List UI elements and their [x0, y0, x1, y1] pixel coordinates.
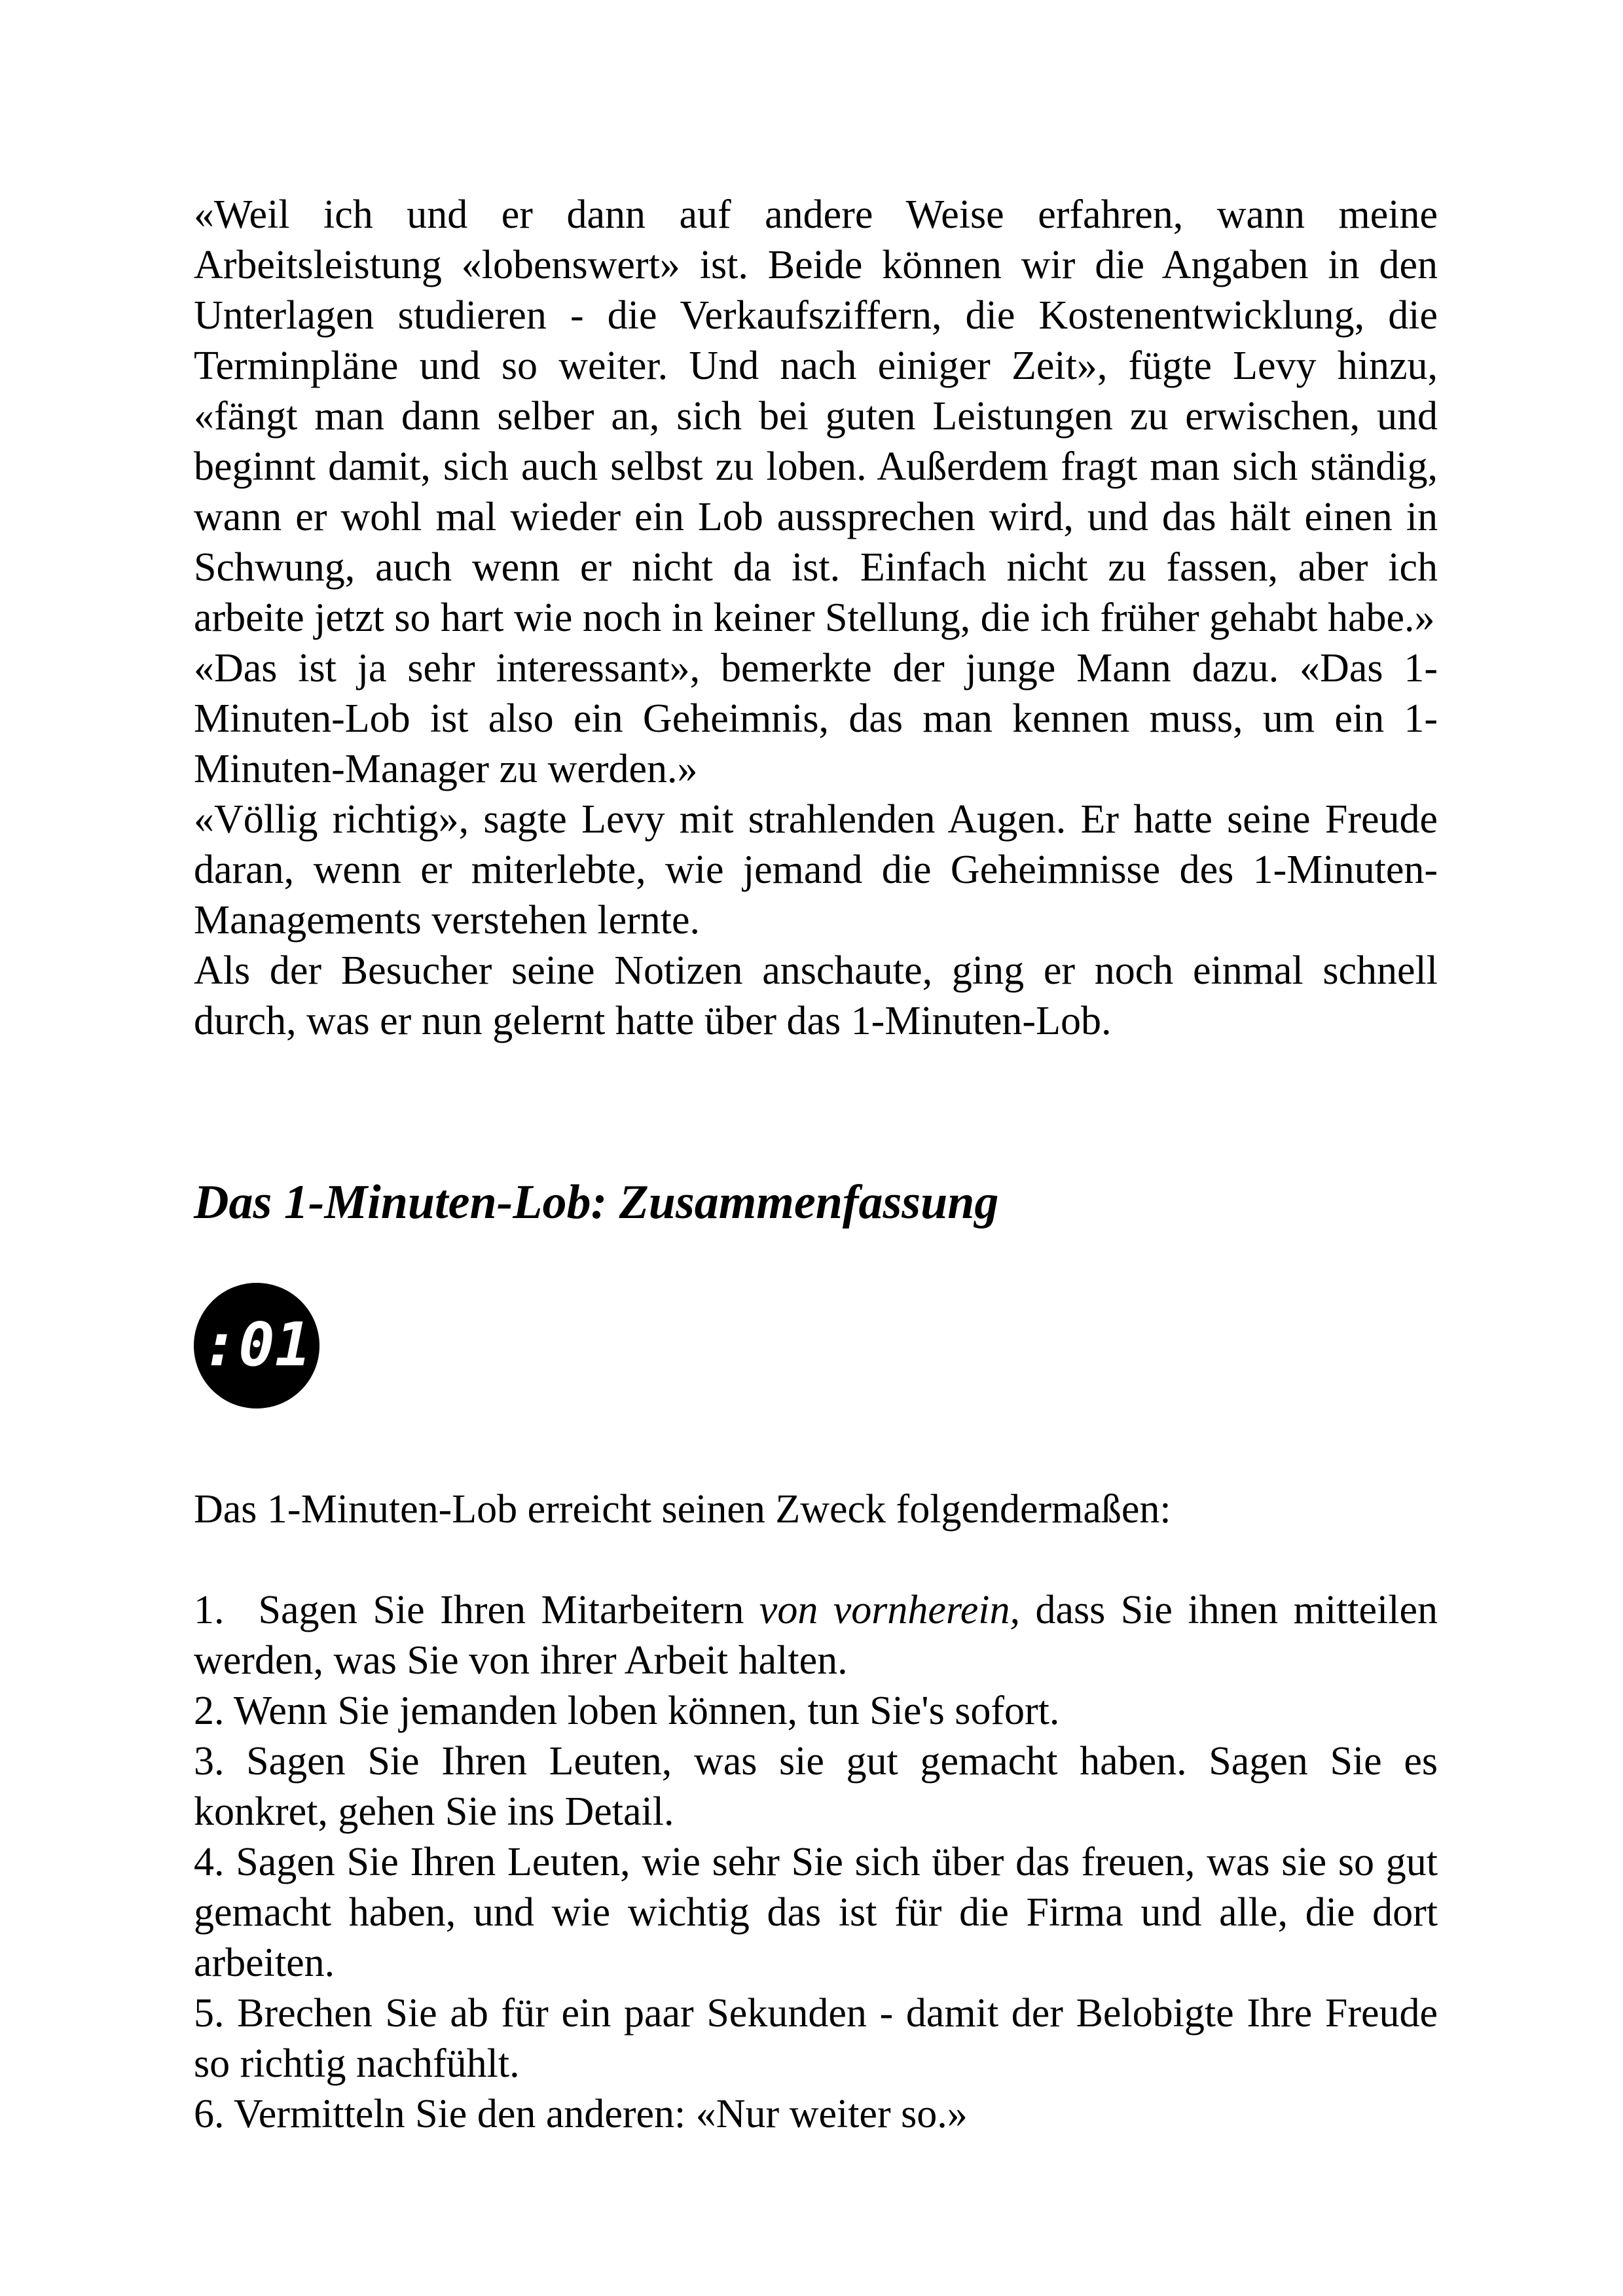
summary [194, 1484, 1438, 2140]
list-item: 5. Brechen Sie ab für ein paar Sekunden - damit der Belobigte Ihre Freude so richtig nachfühlt. [194, 1991, 1438, 2086]
paragraph: «Das ist ja sehr interessant», bemerkte der junge Mann dazu. «Das 1-Minuten-Lob ist also ein Geheimnis, das man kennen muss, um ein 1-Minuten-Manager zu werden.» [194, 646, 1438, 791]
logo-text: :01 [202, 1310, 312, 1380]
list-item: 3. Sagen Sie Ihren Leuten, was sie gut gemacht haben. Sagen Sie es konkret, gehen Sie ins Detail. [194, 1739, 1438, 1834]
emphasis: von vornherein, [759, 1588, 1021, 1632]
list-item: 6. Vermitteln Sie den anderen: «Nur weiter so.» [194, 2092, 968, 2136]
section-heading: Das 1-Minuten-Lob: Zusammenfassung [194, 1175, 999, 1229]
paragraph: Als der Besucher seine Notizen anschaute, ging er noch einmal schnell durch, was er nun gelernt hatte über das 1-Minuten-Lob. [194, 948, 1438, 1043]
summary-intro: Das 1-Minuten-Lob erreicht seinen Zweck folgendermaßen: [194, 1487, 1171, 1532]
list-item: 1. Sagen Sie Ihren Mitarbeitern von vornherein, dass Sie ihnen mitteilen werden, was Sie von ihrer Arbeit halten. [194, 1588, 1438, 1683]
paragraph: «Völlig richtig», sagte Levy mit strahlenden Augen. Er hatte seine Freude daran, wenn er miterlebte, wie jemand die Geheimnisse des 1-Minuten-Managements verstehen lernte. [194, 797, 1438, 942]
list-item: 2. Wenn Sie jemanden loben können, tun Sie's sofort. [194, 1689, 1060, 1733]
paragraph: «Weil ich und er dann auf andere Weise erfahren, wann meine Arbeitsleistung «lobenswert» ist. Beide können wir die Angaben in den Unterlagen studieren - die Verkaufsziffern, die Kostenentwicklung, die Terminpläne und so weiter. Und nach einiger Zeit», fügte Levy hinzu, «fängt man dann selber an, sich bei guten Leistungen zu erwischen, und beginnt damit, sich auch selbst zu loben. Außerdem fragt man sich ständig, wann er wohl mal wieder ein Lob aussprechen wird, und das hält einen in Schwung, auch wenn er nicht da ist. Einfach nicht zu fassen, aber ich arbeite jetzt so hart wie noch in keiner Stellung, die ich früher gehabt habe.» [194, 192, 1438, 640]
summary-list [194, 1585, 1438, 2140]
body-text [194, 190, 1438, 1047]
one-minute-clock-icon [194, 1283, 319, 1408]
list-number: 1. [194, 1588, 225, 1632]
list-item: 4. Sagen Sie Ihren Leuten, wie sehr Sie sich über das freuen, was sie so gut gemacht haben, und wie wichtig das ist für die Firma und alle, die dort arbeiten. [194, 1840, 1438, 1985]
